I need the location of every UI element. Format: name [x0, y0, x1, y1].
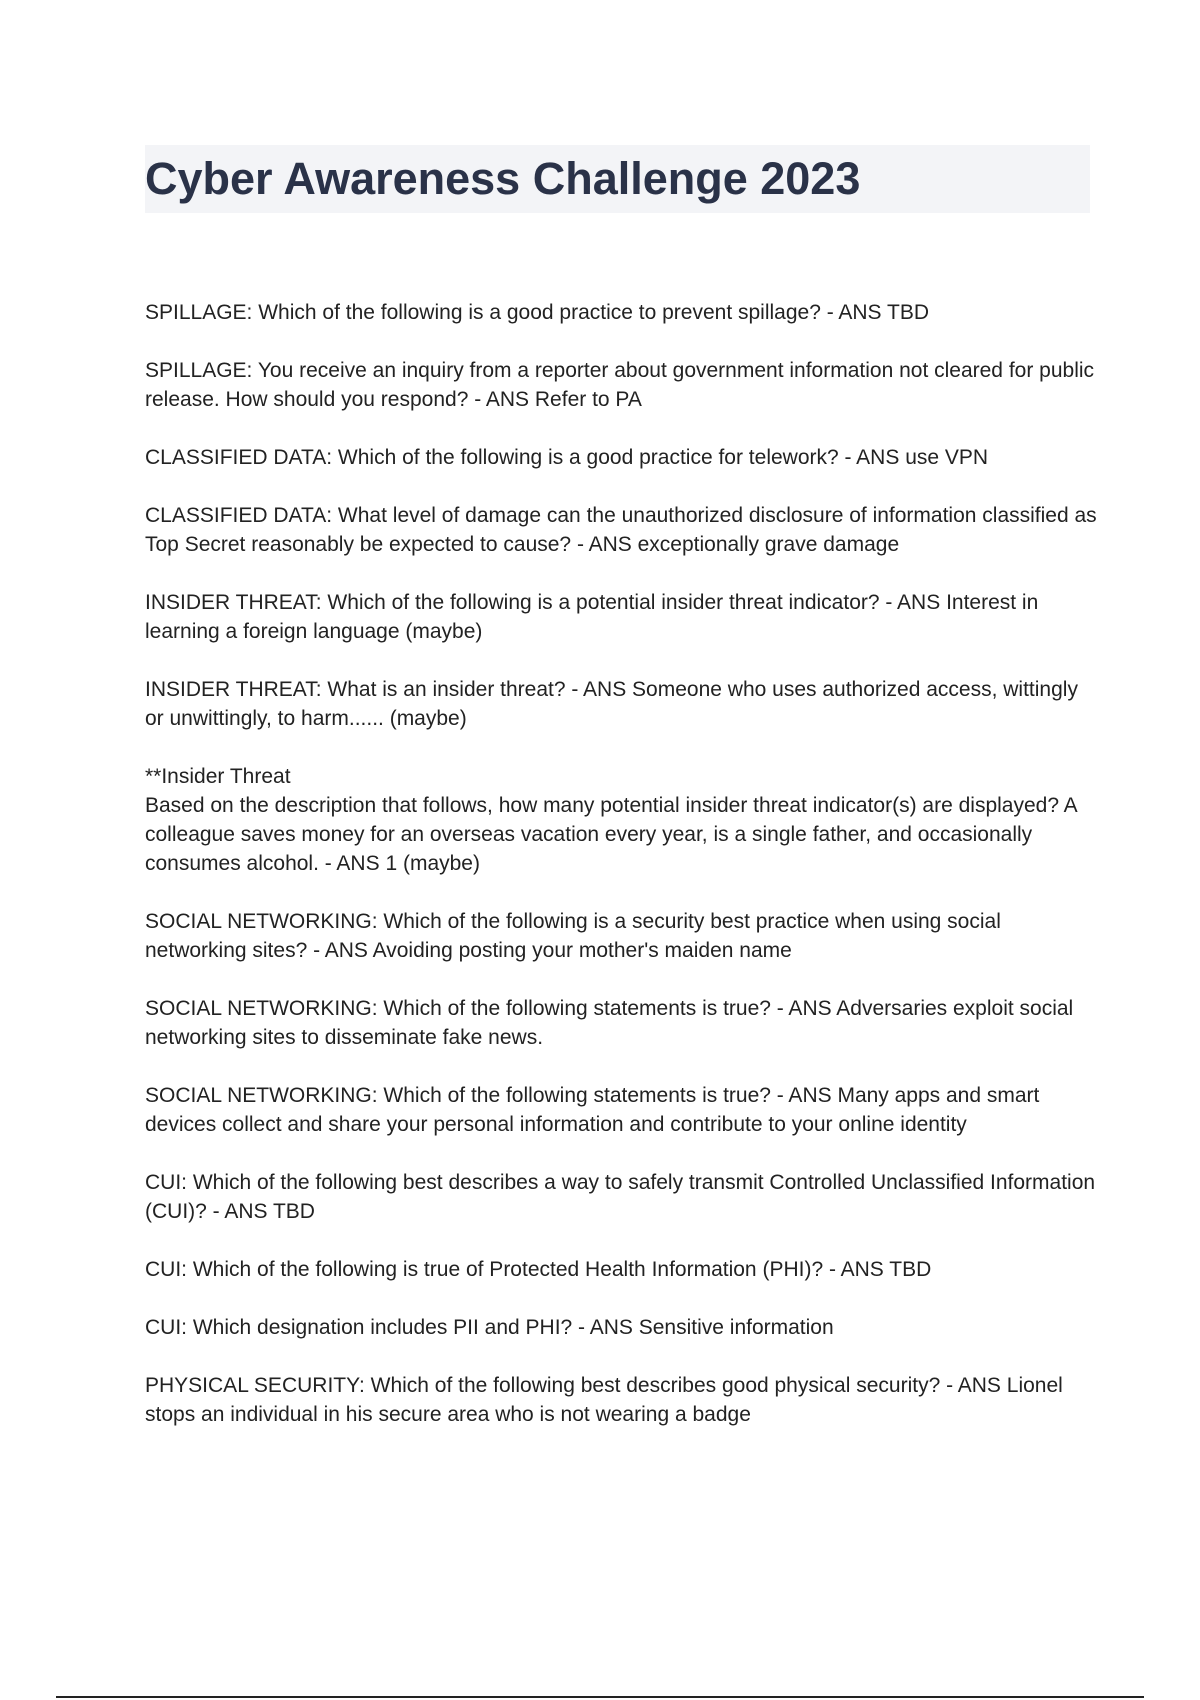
- qa-item-cui-1: CUI: Which of the following best describes a way to safely transmit Controlled Unclassified Information (CUI)? - ANS TBD: [145, 1171, 1096, 1223]
- qa-item-classified-data-1: CLASSIFIED DATA: Which of the following is a good practice for telework? - ANS use VPN: [145, 446, 989, 469]
- qa-item-physical-security-1: PHYSICAL SECURITY: Which of the following best describes good physical security? - ANS Lionel stops an individual in his secure area who is not wearing a badge: [145, 1374, 1063, 1426]
- qa-item-insider-threat-3: **Insider Threat Based on the description that follows, how many potential insider threat indicator(s) are displayed? A colleague saves money for an overseas vacation every year, is a single father, and occasionally consumes alcohol. - ANS 1 (maybe): [145, 765, 1077, 875]
- qa-item-social-networking-1: SOCIAL NETWORKING: Which of the following is a security best practice when using social networking sites? - ANS Avoiding posting your mother's maiden name: [145, 910, 1001, 962]
- qa-item-social-networking-2: SOCIAL NETWORKING: Which of the following statements is true? - ANS Adversaries exploit social networking sites to disseminate fake news.: [145, 997, 1074, 1049]
- qa-list: [145, 298, 1100, 1458]
- qa-item-cui-3: CUI: Which designation includes PII and PHI? - ANS Sensitive information: [145, 1316, 834, 1339]
- qa-item-insider-threat-2: INSIDER THREAT: What is an insider threat? - ANS Someone who uses authorized access, wittingly or unwittingly, to harm...... (maybe): [145, 678, 1078, 730]
- qa-item-insider-threat-1: INSIDER THREAT: Which of the following is a potential insider threat indicator? - ANS Interest in learning a foreign language (maybe): [145, 591, 1039, 643]
- document-title: Cyber Awareness Challenge 2023: [145, 153, 861, 204]
- qa-item-classified-data-2: CLASSIFIED DATA: What level of damage can the unauthorized disclosure of information classified as Top Secret reasonably be expected to cause? - ANS exceptionally grave damage: [145, 504, 1097, 556]
- footer-divider: [56, 1696, 1144, 1698]
- qa-item-spillage-2: SPILLAGE: You receive an inquiry from a reporter about government information not cleared for public release. How should you respond? - ANS Refer to PA: [145, 359, 1095, 411]
- qa-item-social-networking-3: SOCIAL NETWORKING: Which of the following statements is true? - ANS Many apps and smart devices collect and share your personal information and contribute to your online identity: [145, 1084, 1040, 1136]
- qa-item-spillage-1: SPILLAGE: Which of the following is a good practice to prevent spillage? - ANS TBD: [145, 301, 930, 324]
- qa-item-cui-2: CUI: Which of the following is true of Protected Health Information (PHI)? - ANS TBD: [145, 1258, 932, 1281]
